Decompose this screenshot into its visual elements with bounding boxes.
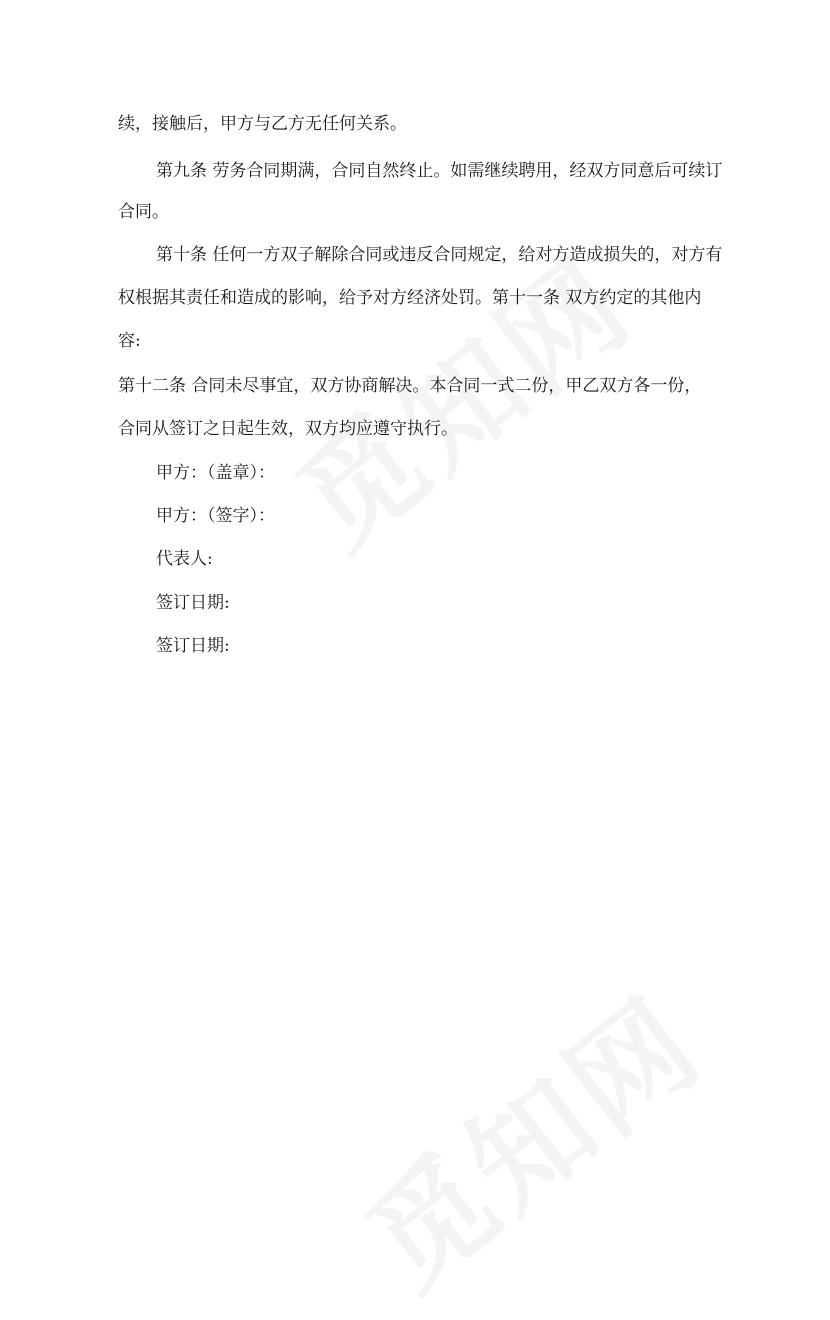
- paragraph-line: 续，接触后，甲方与乙方无任何关系。: [118, 114, 407, 134]
- article-10-line: 权根据其责任和造成的影响，给予对方经济处罚。第十一条 双方约定的其他内: [118, 288, 702, 308]
- sign-date-label: 签订日期:: [156, 636, 230, 656]
- watermark-logo: [257, 212, 661, 580]
- party-a-seal-label: 甲方：（盖章）：: [156, 463, 275, 483]
- sign-date-label: 签订日期:: [156, 593, 230, 613]
- article-10-line: 第十条 任何一方双子解除合同或违反合同规定，给对方造成损失的，对方有: [156, 245, 723, 265]
- article-12-line: 第十二条 合同未尽事宜，双方协商解决。本合同一式二份，甲乙双方各一份，: [118, 376, 702, 396]
- article-9-line: 第九条 劳务合同期满，合同自然终止。如需继续聘用，经双方同意后可续订: [156, 161, 723, 181]
- party-a-sign-label: 甲方：（签字）：: [156, 506, 275, 526]
- article-11-line: 容:: [118, 331, 141, 351]
- watermark-logo: [327, 952, 731, 1320]
- article-12-line: 合同从签订之日起生效，双方均应遵守执行。: [118, 419, 458, 439]
- article-9-line: 合同。: [118, 202, 169, 222]
- representative-label: 代表人:: [156, 549, 213, 569]
